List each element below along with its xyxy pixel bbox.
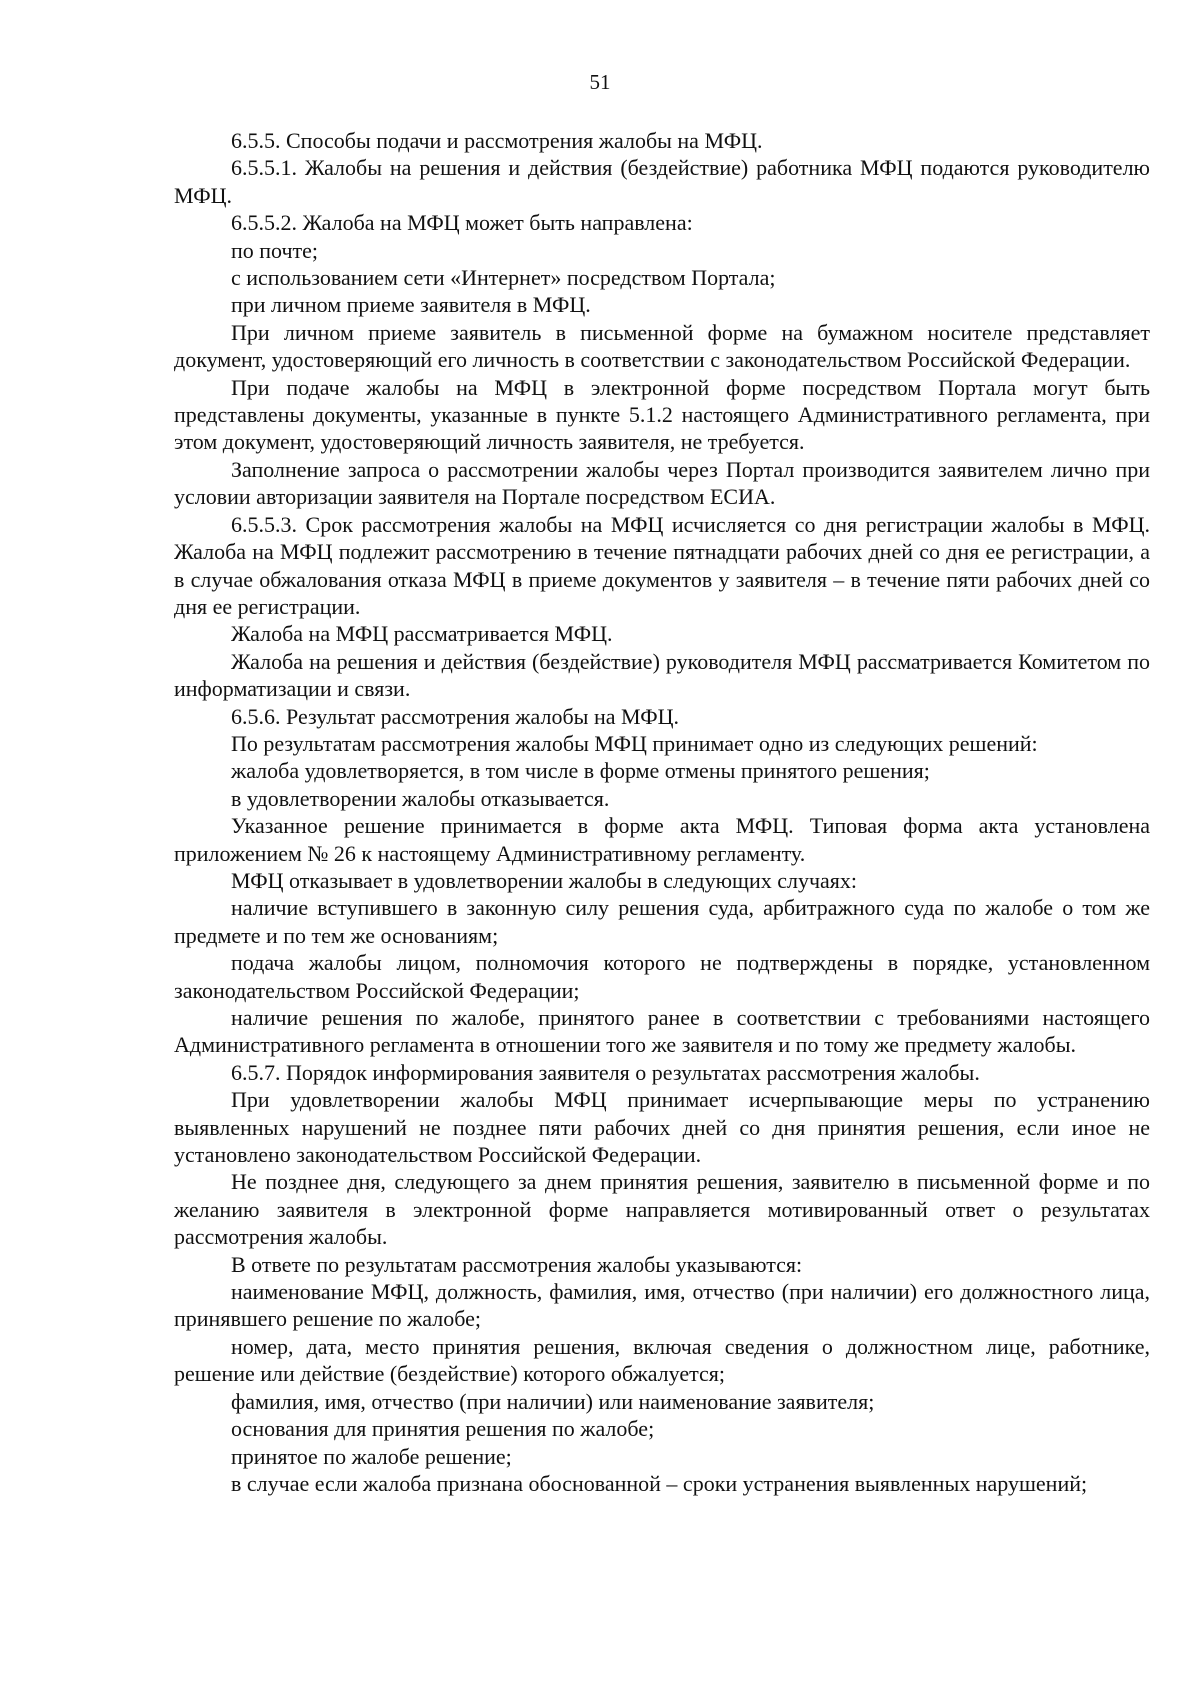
paragraph: принятое по жалобе решение; — [231, 1443, 512, 1469]
paragraph: фамилия, имя, отчество (при наличии) или наименование заявителя; — [231, 1388, 875, 1414]
paragraph: при личном приеме заявителя в МФЦ. — [231, 292, 591, 318]
paragraph: в случае если жалоба признана обоснованной – сроки устранения выявленных нарушений; — [231, 1470, 1088, 1496]
paragraph: 6.5.5.3. Срок рассмотрения жалобы на МФЦ исчисляется со дня регистрации жалобы в МФЦ. Жалоба на МФЦ подлежит рассмотрению в течение пятнадцати рабочих дней со дня ее регистрации, а в случае обжалования отказа МФЦ в приеме документов у заявителя – в течение пяти рабочих дней со дня ее регистрации. — [174, 511, 1150, 619]
paragraph: В ответе по результатам рассмотрения жалобы указываются: — [231, 1251, 803, 1277]
paragraph: При удовлетворении жалобы МФЦ принимает исчерпывающие меры по устранению выявленных нарушений не позднее пяти рабочих дней со дня принятия решения, если иное не установлено законодательством Российской Федерации. — [174, 1087, 1150, 1168]
paragraph: При подаче жалобы на МФЦ в электронной форме посредством Портала могут быть представлены документы, указанные в пункте 5.1.2 настоящего Административного регламента, при этом документ, удостоверяющий личность заявителя, не требуется. — [174, 374, 1150, 455]
paragraph: 6.5.5. Способы подачи и рассмотрения жалобы на МФЦ. — [231, 128, 763, 153]
paragraph: При личном приеме заявитель в письменной форме на бумажном носителе представляет документ, удостоверяющий его личность в соответствии с законодательством Российской Федерации. — [174, 319, 1150, 373]
paragraph: Не позднее дня, следующего за днем принятия решения, заявителю в письменной форме и по желанию заявителя в электронной форме направляется мотивированный ответ о результатах рассмотрения жалобы. — [174, 1169, 1150, 1250]
paragraph: по почте; — [231, 237, 319, 263]
paragraph: наименование МФЦ, должность, фамилия, имя, отчество (при наличии) его должностного лица, принявшего решение по жалобе; — [174, 1279, 1150, 1332]
paragraph: наличие решения по жалобе, принятого ранее в соответствии с требованиями настоящего Административного регламента в отношении того же заявителя и по тому же предмету жалобы. — [174, 1005, 1150, 1058]
paragraph: Жалоба на МФЦ рассматривается МФЦ. — [231, 621, 613, 647]
paragraph: Заполнение запроса о рассмотрении жалобы через Портал производится заявителем лично при условии авторизации заявителя на Портале посредством ЕСИА. — [174, 456, 1150, 510]
paragraph: с использованием сети «Интернет» посредством Портала; — [231, 265, 776, 291]
paragraph: в удовлетворении жалобы отказывается. — [231, 785, 610, 811]
paragraph: МФЦ отказывает в удовлетворении жалобы в следующих случаях: — [231, 867, 858, 893]
paragraph: Указанное решение принимается в форме акта МФЦ. Типовая форма акта установлена приложением № 26 к настоящему Административному регламенту. — [174, 813, 1150, 866]
paragraph: По результатам рассмотрения жалобы МФЦ принимает одно из следующих решений: — [231, 730, 1038, 756]
document-body — [174, 127, 1150, 1497]
paragraph: жалоба удовлетворяется, в том числе в форме отмены принятого решения; — [231, 758, 930, 784]
paragraph: основания для принятия решения по жалобе; — [231, 1416, 655, 1442]
paragraph: 6.5.5.2. Жалоба на МФЦ может быть направлена: — [231, 210, 693, 236]
paragraph: 6.5.5.1. Жалобы на решения и действия (бездействие) работника МФЦ подаются руководителю МФЦ. — [174, 155, 1150, 208]
paragraph: 6.5.6. Результат рассмотрения жалобы на МФЦ. — [231, 703, 680, 729]
paragraph: 6.5.7. Порядок информирования заявителя о результатах рассмотрения жалобы. — [231, 1059, 980, 1085]
page-number: 51 — [589, 70, 611, 94]
paragraph: номер, дата, место принятия решения, включая сведения о должностном лице, работнике, решение или действие (бездействие) которого обжалуется; — [174, 1333, 1150, 1387]
paragraph: Жалоба на решения и действия (бездействие) руководителя МФЦ рассматривается Комитетом по информатизации и связи. — [174, 648, 1150, 702]
paragraph: подача жалобы лицом, полномочия которого не подтверждены в порядке, установленном законодательством Российской Федерации; — [174, 950, 1150, 1003]
paragraph: наличие вступившего в законную силу решения суда, арбитражного суда по жалобе о том же предмете и по тем же основаниям; — [174, 895, 1150, 948]
